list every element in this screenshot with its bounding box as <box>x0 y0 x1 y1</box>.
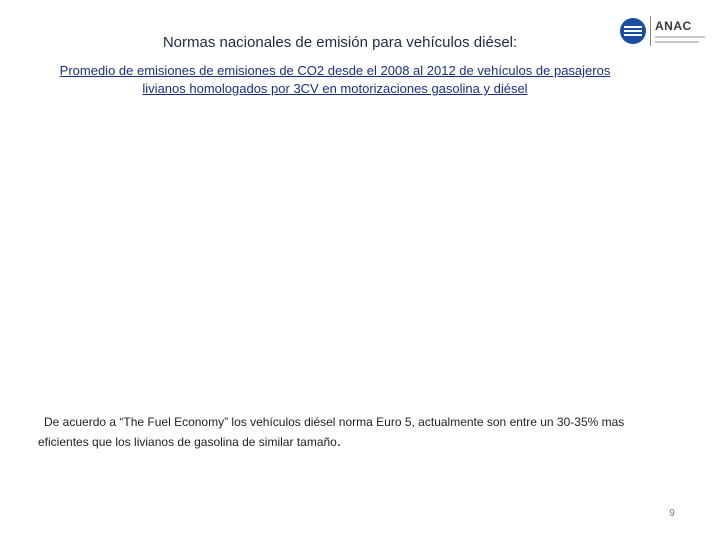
slide-title: Normas nacionales de emisión para vehículos diésel: <box>162 34 518 51</box>
anac-logo <box>620 14 710 48</box>
page-number: 9 <box>669 508 675 519</box>
anac-roundel-icon <box>620 18 646 44</box>
body-paragraph <box>38 412 638 452</box>
logo-divider <box>650 16 651 46</box>
logo-tagline-line <box>655 36 705 38</box>
logo-brand <box>655 20 705 43</box>
body-paragraph-period: . <box>336 433 342 450</box>
logo-brand-name: ANAC <box>655 18 692 33</box>
body-paragraph-text: De acuerdo a “The Fuel Economy” los vehículos diésel norma Euro 5, actualmente son entre un 30-35% mas eficientes que los livianos de gasolina de similar tamaño <box>38 415 625 449</box>
logo-tagline-line <box>655 41 699 43</box>
slide-subtitle: Promedio de emisiones de emisiones de CO2 desde el 2008 al 2012 de vehículos de pasajeros livianos homologados por 3CV en motorizaciones gasolina y diésel <box>59 63 611 96</box>
